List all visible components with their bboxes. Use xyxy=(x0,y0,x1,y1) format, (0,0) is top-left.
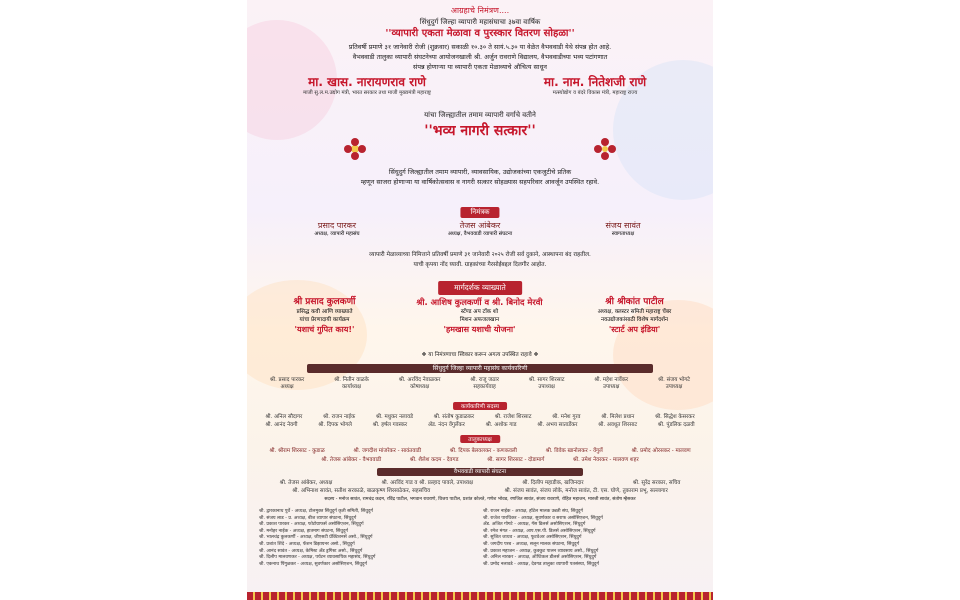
inviter-role: अध्यक्ष, व्यापारी महासंघ xyxy=(314,231,360,237)
members-banner: कार्यकारिणी सदस्य xyxy=(453,402,507,410)
attendance-note: ❖ या निमंत्रणाचा स्विकार करून अगत्य उपस्थित राहावे ❖ xyxy=(421,352,539,358)
inviters-banner: निमंत्रक xyxy=(460,207,499,218)
member-name: श्री. संतोष कुडाळकर xyxy=(433,414,475,420)
association-list-right xyxy=(483,509,603,568)
association-entry: श्री. द्वारकानाथ पुर्वे - अध्यक्ष, टोलमुक्त सिंधुदुर्ग कृती समिती, सिंधुदुर्ग xyxy=(259,509,374,514)
speaker-desc: प्रसिद्ध कवी आणि व्याख्याते xyxy=(296,309,353,315)
guest-name: मा. खास. नारायणराव राणे xyxy=(308,75,426,89)
notice-line: याची कृपया नोंद घ्यावी. ग्राहकांच्या गैरसोईबद्दल दिलगीर आहोत. xyxy=(413,262,547,268)
member-name: श्री. राजन नाईक xyxy=(323,414,356,420)
invitation-card xyxy=(247,0,713,600)
speaker-desc: अध्यक्ष, क्लस्टर समिती महाराष्ट्र चेंबर xyxy=(597,309,672,315)
speaker-desc: मिशन अफजलखान xyxy=(459,317,500,323)
committee-member: श्री. अरविंद नेवाळकर कोषाध्यक्ष xyxy=(398,377,441,390)
association-entry: श्री. जगदीप परब - अध्यक्ष, सलून मालक संघटना, सिंधुदुर्ग xyxy=(483,541,580,547)
association-entry: श्री. एकनाथ पिंगुळकर - अध्यक्ष, सुवर्णकार असोसिएशन, सिंधुदुर्ग xyxy=(259,561,367,567)
members-row xyxy=(255,422,705,429)
speaker-topic: 'स्टार्ट अप इंडिया' xyxy=(608,325,661,334)
inviter-role: अध्यक्ष, वैभववाडी व्यापारी संघटना xyxy=(447,231,513,237)
member-name: श्री. अवधूत शिरसाट xyxy=(598,422,638,428)
member-name: श्री. हर्षल गवस्कर xyxy=(372,422,408,428)
flower-icon xyxy=(343,137,367,161)
association-entry: श्री. सुजित जाधव - अध्यक्ष, फूटवेअर असोसिएशन, सिंधुदुर्ग xyxy=(483,535,582,541)
local-officer: श्री. अभिनाश सावंत, सतीश सरकाळे, बाळकृष्ण शिरसाठेकर, सहसचिव xyxy=(292,488,431,494)
committee-member: श्री. महेश नार्वेकर उपाध्यक्ष xyxy=(594,377,629,390)
notice-line: व्यापारी मेळाव्याच्या निमित्ताने प्रतिवर्षी प्रमाणे ३१ जानेवारी २०२५ रोजी सर्व दुकाने, आस्थापना बंद राहतील. xyxy=(369,252,591,258)
felicitation-line: म्हणून साजरा होणाऱ्या या वार्षिकोत्सवास व नागरी सत्कार सोहळ्यास सहपरिवार आवर्जून उपस्थित रहावे. xyxy=(360,178,600,186)
association-entry: श्री. प्रशांत शिंदे - अध्यक्ष, फॅशन डिझायनर असो., सिंधुदुर्ग xyxy=(259,541,355,547)
local-row xyxy=(255,488,705,495)
member-name: श्री. राजेश शिरसाट xyxy=(494,414,532,420)
inviter-name: प्रसाद पारकर xyxy=(317,221,357,230)
taluka-banner: तालुकाध्यक्ष xyxy=(460,435,500,443)
member-name: श्री. सिद्धेश केसरकर xyxy=(654,414,695,420)
association-entry: श्री. संजय लाड - प्र. अध्यक्ष, बीज व्यापार संघटना, सिंधुदुर्ग xyxy=(259,515,357,521)
taluka-president: श्री. शैलेश कदम - देवगड xyxy=(409,457,459,463)
member-name: श्री. दिपक भोगले xyxy=(318,422,352,428)
header-line: संपन्न होणाऱ्या या व्यापारी एकता मेळाव्याचे औचित्य साधून xyxy=(413,63,547,71)
event-title: ''व्यापारी एकता मेळावा व पुरस्कार वितरण सोहळा'' xyxy=(385,28,575,39)
association-entry: श्री. राजन नाईक - अध्यक्ष, हॉटेल मालक उन्नती संघ, सिंधुदुर्ग xyxy=(483,509,583,514)
association-entry: श्री. प्रकाश पारकर - अध्यक्ष, फोटोग्राफर्स असोसिएशन, सिंधुदुर्ग xyxy=(259,522,364,528)
decorative-border xyxy=(247,592,713,600)
member-name: श्री. अभय सातार्डेकर xyxy=(537,422,578,428)
speaker-name: श्री श्रीकांत पाटील xyxy=(605,297,664,307)
association-entry: श्री. मनोहर नाईक - अध्यक्ष, हातमाग संघटना, सिंधुदुर्ग xyxy=(259,528,349,534)
speaker-card xyxy=(402,296,557,335)
local-officer: श्री. तेजस आंबेकर, अध्यक्ष xyxy=(279,480,333,486)
local-title: वैभववाडी व्यापारी संघटना xyxy=(377,468,583,476)
member-name: श्री. पुंडलिक दळवी xyxy=(657,422,695,428)
taluka-row xyxy=(307,457,653,464)
speaker-topic: 'यशाचं गुपित काय!' xyxy=(294,325,355,334)
speaker-topic: 'हमखास यशाची योजना' xyxy=(443,325,516,334)
association-entry: श्री. राजेश पारधिकर - अध्यक्ष, सुवर्णकार व सराफ असोसिएशन, सिंधुदुर्ग xyxy=(483,515,603,521)
header-line: प्रतिवर्षी प्रमाणे ३१ जानेवारी रोजी (शुक्रवार) सकाळी १०.३० ते सायं.५.३० या वेळेत वैभववाडी येथे संपन्न होत आहे. xyxy=(348,43,612,51)
inviter xyxy=(553,221,693,238)
member-name: श्री. मिलेश प्रधान xyxy=(601,414,635,420)
committee-member: श्री. सागर शिरसाट उपाध्यक्ष xyxy=(528,377,565,390)
association-entry: श्री. भालचंद्र कुलकर्णी - अध्यक्ष, जीएसटी प्रॅक्टिशनर्स असो., सिंधुदुर्ग xyxy=(259,535,373,541)
local-row xyxy=(255,480,705,487)
speaker-desc: स्टॅण्ड अप टॉक शो xyxy=(460,309,499,315)
member-name: श्री. अनिल सौदागर xyxy=(265,414,303,420)
taluka-president: श्री. उमेश नेवरकर - मालवण शहर xyxy=(572,457,639,463)
local-officer: श्री. सुरेंद्र सरकार, सचिव xyxy=(632,480,681,486)
guest-name: मा. नाम. नितेशजी राणे xyxy=(543,75,647,89)
member-name: श्री. मनेश गुरव xyxy=(552,414,581,420)
felicitation-line: सिंधुदुर्ग जिल्ह्यातील तमाम व्यापारी, व्यावसायिक, उद्योजकांच्या एकजुटीचे प्रतिक xyxy=(388,168,572,176)
committee-member: श्री. संजय भोगटे उपाध्यक्ष xyxy=(657,377,690,390)
speaker-name: श्री प्रसाद कुलकर्णी xyxy=(293,297,356,307)
committee-row xyxy=(255,377,705,391)
taluka-president: श्री. विवेक खानोलकर - वेंगुर्ले xyxy=(545,448,603,454)
association-entry: ॲड. अजित गोगटे - अध्यक्ष, गॅस डिलर्स असोसिएशन, सिंधुदुर्ग xyxy=(483,522,586,528)
taluka-president: श्री. जगदीश मांजरेकर - सावंतवाडी xyxy=(353,448,422,454)
guest-card xyxy=(257,74,477,97)
local-officer: श्री. दिलीप महाडीक, खजिनदार xyxy=(522,480,584,486)
inviter xyxy=(267,221,407,238)
felicitation-pre: यांचा जिल्ह्यातील तमाम व्यापारी वर्गाचे वतीने xyxy=(424,111,536,119)
speaker-card xyxy=(557,296,712,335)
speaker-desc: नवउद्योजकांसाठी विशेष मार्गदर्शन xyxy=(600,317,669,323)
header-line: सिंधुदुर्ग जिल्हा व्यापारी महासंघाचा ३७वा वार्षिक xyxy=(419,18,541,26)
local-officer: श्री. अरविंद गाड व श्री. प्रल्हाद पावले, उपाध्यक्ष xyxy=(381,480,473,486)
association-entry: श्री. आनंद सावंत - अध्यक्ष, केमिस्ट अँड ड्रगिस्ट असो., सिंधुदुर्ग xyxy=(259,548,363,554)
inviter-name: संजय सावंत xyxy=(605,221,641,230)
association-entry: श्री. प्रकाश महाजन - अध्यक्ष, कुक्कुट पालन व्यावसाय असो., सिंधुदुर्ग xyxy=(483,548,599,554)
guest-role: माजी सु.ल.म.उद्योग मंत्री, भारत सरकार तथा माजी मुख्यमंत्री महाराष्ट्र xyxy=(303,90,431,96)
guest-card xyxy=(487,74,703,97)
taluka-president: श्री. सागर शिरसाट - दोडामार्ग xyxy=(487,457,545,463)
taluka-row xyxy=(255,448,705,455)
header-line: वैभववाडी तालुका व्यापारी संघटनेच्या आयोजनखाली श्री. अर्जुन रावराणे विद्यालय, वैभववाडीच्या भव्य पटांगणात xyxy=(352,53,608,61)
inviter-name: तेजस आंबेकर xyxy=(459,221,501,230)
committee-member: श्री. प्रसाद पारकर अध्यक्ष xyxy=(269,377,305,390)
member-name: श्री. अशोक गाड xyxy=(485,422,517,428)
association-entry: श्री. प्रमोद नलावडे - अध्यक्ष, देवगड तालुका व्यापारी पतसंस्था, सिंधुदुर्ग xyxy=(483,561,599,567)
speaker-card xyxy=(247,296,402,335)
guest-role: मत्स्योद्योग व बंदरे विकास मंत्री, महाराष्ट्र राज्य xyxy=(552,90,638,96)
taluka-president: श्री. श्रीराम शिरसाट - कुडाळ xyxy=(269,448,325,454)
association-entry: श्री. रमेश मंगत - अध्यक्ष, आप.एस.पी. डिलर्स असोसिएशन, सिंधुदुर्ग xyxy=(483,528,596,534)
inviter xyxy=(410,221,550,238)
member-name: श्री. मधुकर नलावडे xyxy=(375,414,413,420)
speakers-banner: मार्गदर्शक व्याख्याते xyxy=(438,281,522,295)
invite-heading: आग्रहाचे निमंत्रण.... xyxy=(450,6,510,15)
taluka-president: श्री. दिपक बेलवलकर - कणकवली xyxy=(449,448,517,454)
flower-icon xyxy=(593,137,617,161)
felicitation-title: ''भव्य नागरी सत्कार'' xyxy=(424,123,536,139)
member-name: ॲड. नंदन वेंगुर्लेकर xyxy=(427,422,465,428)
local-members: सदस्य - मनोज सावंत, रामचंद्र कदम, रविंद्र पाटील, भगवान रावराणे, विजय पाटील, प्रशांत कोलते, गणेश भोवड, रणजित सावंत, संजय रावराणे, रोहित महाजन, मारुती सावंत, संतोष म्हैसकर xyxy=(324,497,636,502)
committee-title: सिंधुदुर्ग जिल्हा व्यापारी महासंघ कार्यकारिणी xyxy=(307,364,653,373)
committee-member: श्री. नितीन वाळके कार्याध्यक्ष xyxy=(334,377,369,390)
speaker-desc: यांचा प्रेरणादायी कार्यक्रम xyxy=(299,317,350,323)
inviter-role: स्वागताध्यक्ष xyxy=(611,231,635,237)
taluka-president: श्री. तेजस आंबेकर - वैभववाडी xyxy=(321,457,382,463)
speaker-name: श्री. आशिष कुलकर्णी व श्री. बिनोद मेरवी xyxy=(416,297,543,307)
local-officer: श्री. संजय सावंत, संजय लोके, मनोज सावंत, टी. एस. घोणे, तुकाराम प्रभू, सल्लागार xyxy=(504,488,668,494)
association-entry: श्री. दिलीप मालवणकर - अध्यक्ष, पर्यटन व्यावसायिक महासंघ, सिंधुदुर्ग xyxy=(259,555,376,561)
committee-member: श्री. राजू जठार सहकार्यवाह xyxy=(470,377,499,390)
members-row xyxy=(255,414,705,421)
association-list-left xyxy=(259,509,375,568)
association-entry: श्री. अनिल नारकर - अध्यक्ष, ऑप्टिकल डीलर्स असोसिएशन, सिंधुदुर्ग xyxy=(483,555,597,561)
taluka-president: श्री. प्रमोद ओरसकर - मालवण xyxy=(631,448,691,454)
member-name: श्री. आनंद नेवगी xyxy=(265,422,298,428)
